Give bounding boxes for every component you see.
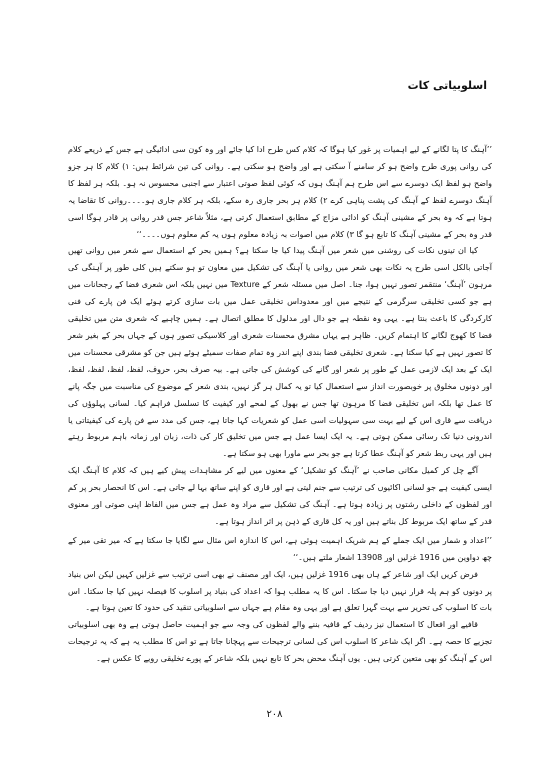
- body-text: [68, 140, 492, 668]
- paragraph: آگے چل کر کمیل مکانی صاحب نے ’آہنگ کو تشکیل‘ کے معنوں میں لیے کر مشاہدات پیش کیے ہیں کہ کلام کا آہنگ ایک ایسی کیفیت ہے جو لسانی اکائیوں کی ترتیب سے جنم لیتی ہے اور قاری کو اپنے ساتھ بہا لے جاتی ہے۔ اس کا انحصار بحر پر کم اور لفظوں کے داخلی رشتوں پر زیادہ ہوتا ہے۔ آہنگ کی تشکیل سے مراد وہ عمل ہے جس میں الفاظ اپنی صوتی اور معنوی قدر کے ساتھ ایک مربوط کل بناتے ہیں اور یہ کل قاری کے ذہن پر اثر انداز ہوتا ہے۔: [68, 466, 492, 526]
- quoted-paragraph: ’’اعداد و شمار میں ایک جملے کے ہم شریک اہمیت ہوئی ہے، اس کا اندازہ اس مثال سے لگایا جا سکتا ہے کہ میر تقی میر کے چھ دواوین میں 1916 غزلیں اور 13908 اشعار ملتے ہیں۔‘‘: [68, 535, 492, 562]
- page-number: ۲۰۸: [266, 709, 283, 720]
- running-head: اسلوبیاتی کات: [407, 79, 487, 92]
- paragraph: کیا ان تینوں نکات کی روشنی میں شعر میں آہنگ پیدا کیا جا سکتا ہے؟ ہمیں بحر کے استعمال سے شعر میں روانی تھیں آجاتی بالکل اسی طرح یہ نکات بھی شعر میں روانی یا آہنگ کی تشکیل میں معاون تو ہو سکتے ہیں کلی طور پر آہنگی کی مرہون ’آہنگ‘ منتقمر تصور نہیں ہوا، جنا۔ اصل میں مسئلہ شعر کے Texture میں نہیں بلکہ اس شعری فضا کے رجحانات میں ہے جو کسی تخلیقی سرگرمی کے نتیجے میں اور معدوداس تخلیقی عمل میں بات سازی کرتے ہوئے ایک فن پارے کی فنی کارکردگی کا باعث بنتا ہے۔ یہی وہ نقطہ ہے جو دال اور مدلول کا مطلق اتصال ہے۔ ہمیں چاہیے کہ شعری متن میں تخلیقی فضا کا کھوج لگانے کا اہتمام کریں۔ ظاہر ہے یہاں مشرق محسنات شعری اور کلاسیکی تصور ہوں کے جہاں بحر کے بغیر شعر کا تصور نہیں ہے کیا سکتا ہے۔ شعری تخلیقی فضا بندی اپنے اندر وہ تمام صفات سمیٹے ہوئے ہیں جن کو مشرقی محسنات میں ایک کے بعد ایک لازمی عمل کے طور پر شعر اور گانے کی کوشش کی جاتی ہے۔ بیہ صرف بحر، حروف، لفظ، لفظ، لفظ، لفظ، اور دونوں مخلوق پر خوبصورت انداز سے استعمال کیا تو یہ کمال ہر گز نہیں، بندی شعر کے موضوع کی مناسبت میں جگہ پانے کا عمل تھا بلکہ اس تخلیقی فضا کا مرہون تھا جس نے بھول کے لمحے اور کیفیت کا تسلسل فراہم کیا۔ لسانی پہلوؤں کی دریافت سے قاری اس کے لیے بہت سی سہولیات اسی عمل کو شعریات کہا جاتا ہے، جس کی مدد سے فن پارے کی کیفیتاتی یا اندرونی دنیا تک رسائی ممکن ہوتی ہے۔ یہ ایک ایسا عمل ہے جس میں تخلیق کار کی ذات، زبان اور زمانہ باہم مربوط رہتے ہیں اور یہی ربط شعر کو آہنگ عطا کرتا ہے جو بحر سے ماورا بھی ہو سکتا ہے۔: [68, 246, 493, 459]
- paragraph: فرض کریں ایک اور شاعر کے ہاں بھی 1916 غزلیں ہیں، ایک اور مصنف نے بھی اسی ترتیب سے غزلیں کہیں لیکن اس بنیاد پر دونوں کو ہم پلہ قرار نہیں دیا جا سکتا۔ اس کا یہ مطلب ہوا کہ اعداد کی بنیاد پر اسلوب کا فیصلہ نہیں کیا جا سکتا۔ اس بات کا اسلوب کی تحریر سے بہت گہرا تعلق ہے اور یہی وہ مقام ہے جہاں سے اسلوبیاتی تنقید کی حدود کا تعین ہوتا ہے۔: [68, 569, 492, 613]
- paragraph: قافیے اور افعال کا استعمال نیز ردیف کے قافیہ بننے والے لفظوں کی وجہ سے جو اہمیت حاصل ہوتی ہے وہ بھی اسلوبیاتی تجزیے کا حصہ ہے۔ اگر ایک شاعر کا اسلوب اس کی لسانی ترجیحات سے پہچانا جاتا ہے تو اس کا مطلب یہ ہے کہ یہ ترجیحات اس کے آہنگ کو بھی متعین کرتی ہیں۔ یوں آہنگ محض بحر کا تابع نہیں بلکہ شاعر کے پورے تخلیقی رویے کا عکس ہے۔: [68, 620, 492, 664]
- quoted-paragraph: ’’آہنگ کا پتا لگانے کے لیے اہمیات پر غور کیا ہوگا کہ کلام کس طرح ادا کیا جائے اور وہ کون سی ادائیگی ہے جس کے ذریعے کلام کی روانی پوری طرح واضح ہو کر سامنے آ سکتی ہے اور واضح ہو سکتی ہے۔ روانی کی تین شرائط ہیں: ۱) کلام کا ہر جزو واضح ہو لفظ ایک دوسرے سے اس طرح ہم آہنگ ہوں کہ کوئی لفظ صوتی اعتبار سے اجنبی محسوس نہ ہو۔ بلکہ ہر لفظ کا آہنگ دوسرے لفظ کے آہنگ کی پشت پناہی کرے ۲) کلام ہر بحر جاری رہ سکے، بلکہ ہر کلام جاری ہو۔۔۔۔روانی کا تقاضا یہ ہوتا ہے کہ وہ بحر کے مشینی آہنگ کو ادائی مزاج کے مطابق استعمال کرتی ہے، مثلاً شاعر جس قدر روانی پر قادر ہوگا اسی قدر وہ بحر کے مشینی آہنگ کا تابع ہو گا ۳) کلام میں اصوات بہ زیادہ معلوم ہوں یہ کم معلوم ہوں۔۔۔۔‘‘: [68, 145, 492, 239]
